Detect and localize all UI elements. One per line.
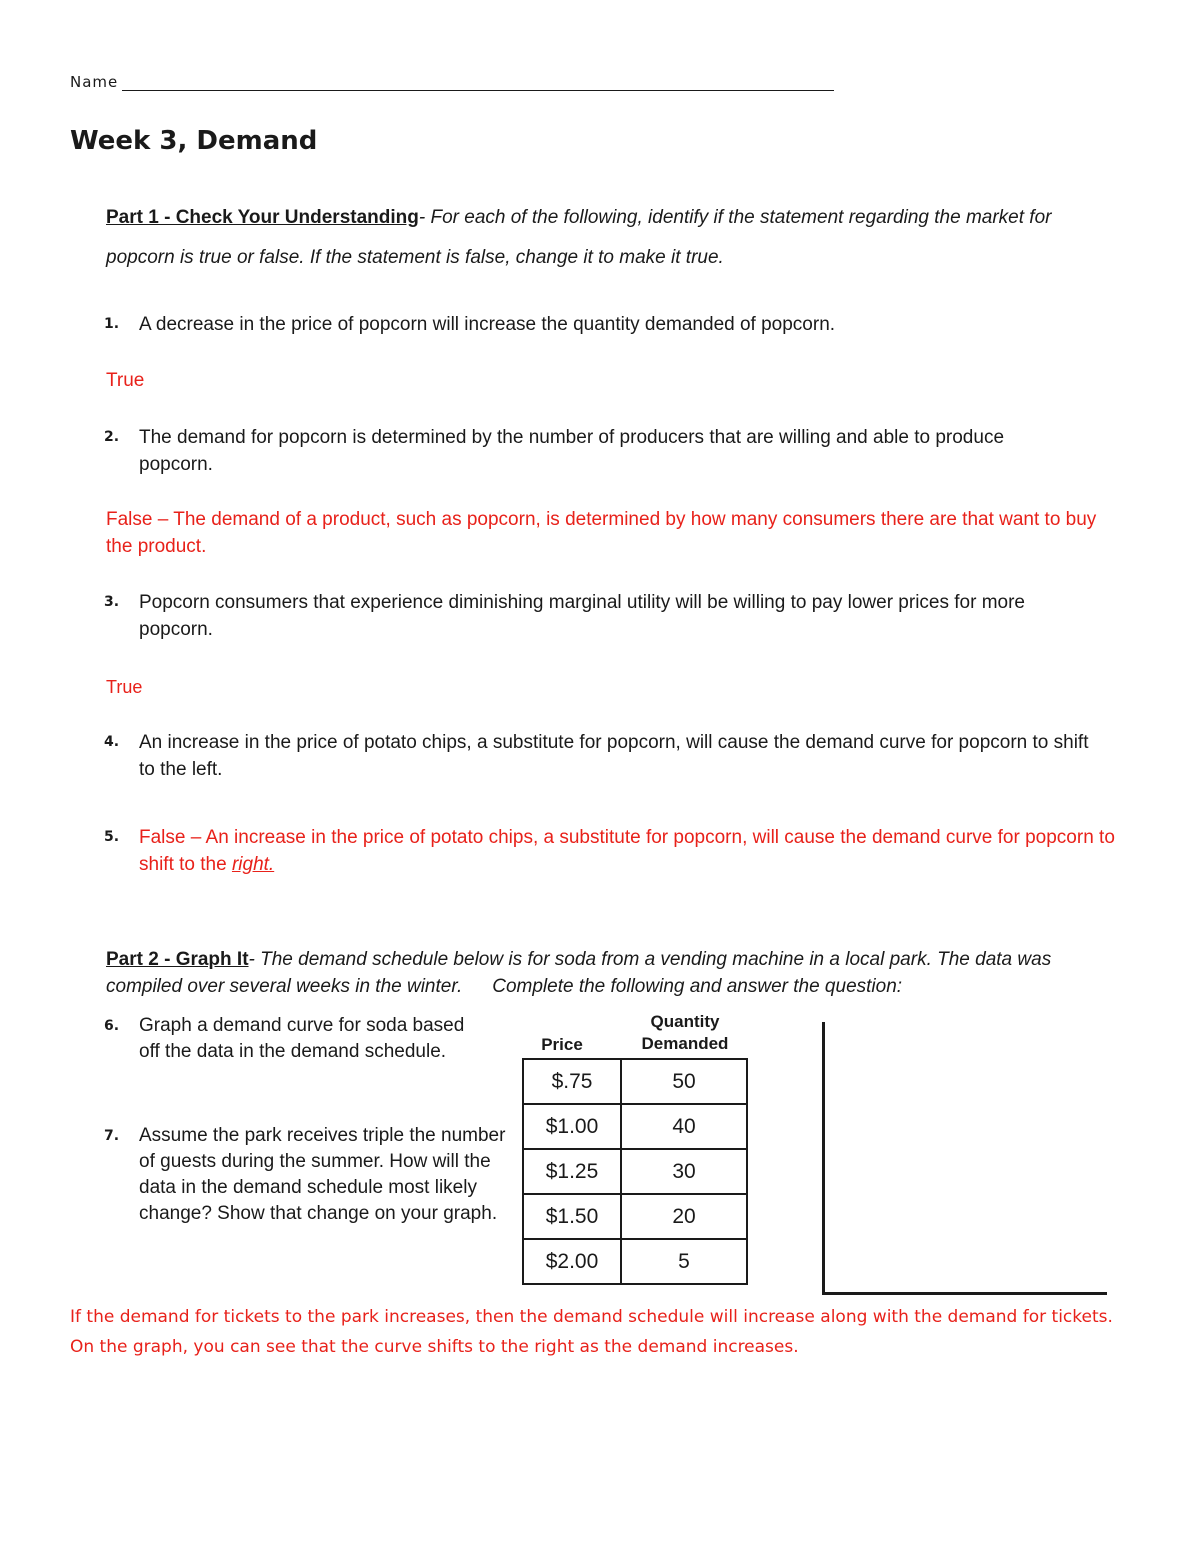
question-answer: False – The demand of a product, such as popcorn, is determined by how many consumers there are that want to buy the product. [106,509,1097,557]
answer-text: False – An increase in the price of potato chips, a substitute for popcorn, will cause the demand curve for popcorn to shift to the [139,827,1115,875]
demand-schedule-table [522,1058,748,1285]
table-row [523,1104,747,1149]
question-number: 3. [104,594,120,610]
table-header-price: Price [541,1035,583,1054]
question-answer: True [106,677,143,697]
name-blank-line [122,72,834,91]
question-statement: The demand for popcorn is determined by the number of producers that are willing and able to produce popcorn. [139,427,1005,475]
question-answer [139,824,1119,878]
part2-label: Part 2 - Graph It [106,949,249,970]
question-number: 7. [104,1128,120,1144]
table-row [523,1194,747,1239]
table-header-quantity: Quantity Demanded [641,1012,729,1053]
part2-intro [106,946,1116,1000]
quantity-cell: 5 [621,1239,747,1284]
question-statement: A decrease in the price of popcorn will increase the quantity demanded of popcorn. [139,314,836,335]
price-cell: $1.00 [523,1104,621,1149]
part2-answer: If the demand for tickets to the park increases, then the demand schedule will increase along with the demand for tickets. On the graph, you can see that the curve shifts to the right as the demand increases. [70,1307,1113,1357]
part1-label: Part 1 - Check Your Understanding [106,207,419,228]
graph-x-axis [825,1292,1107,1295]
part1-instructions: - For each of the following, identify if the statement regarding the market for popcorn is true or false. If the statement is false, change it to make it true. [106,207,1052,268]
question-statement: Assume the park receives triple the number of guests during the summer. How will the data in the demand schedule most likely change? Show that change on your graph. [139,1125,506,1224]
quantity-cell: 30 [621,1149,747,1194]
graph-y-axis [822,1022,825,1295]
question-number: 6. [104,1018,120,1034]
part2-instructions: - The demand schedule below is for soda from a vending machine in a local park. The data was compiled over several weeks in the winter. [106,949,1052,997]
answer-emphasis: right. [231,854,275,875]
quantity-cell: 40 [621,1104,747,1149]
name-label: Name [70,73,119,91]
price-cell: $1.50 [523,1194,621,1239]
price-cell: $.75 [523,1059,621,1104]
page-title: Week 3, Demand [70,126,318,156]
table-row [523,1149,747,1194]
question-number: 2. [104,429,120,445]
question-number: 4. [104,734,120,750]
question-statement: An increase in the price of potato chips, a substitute for popcorn, will cause the demand curve for popcorn to shift to the left. [139,732,1089,780]
question-statement: Popcorn consumers that experience diminishing marginal utility will be willing to pay lower prices for more popcorn. [139,592,1025,640]
question-number: 1. [104,316,120,332]
part1-intro [106,198,1116,278]
name-field [70,72,834,91]
part2-instructions-b: Complete the following and answer the question: [492,976,903,997]
price-cell: $1.25 [523,1149,621,1194]
price-cell: $2.00 [523,1239,621,1284]
question-number: 5. [104,829,120,845]
quantity-cell: 20 [621,1194,747,1239]
quantity-cell: 50 [621,1059,747,1104]
table-row [523,1059,747,1104]
question-answer: True [106,370,145,391]
question-statement: Graph a demand curve for soda based off the data in the demand schedule. [139,1015,465,1062]
table-row [523,1239,747,1284]
